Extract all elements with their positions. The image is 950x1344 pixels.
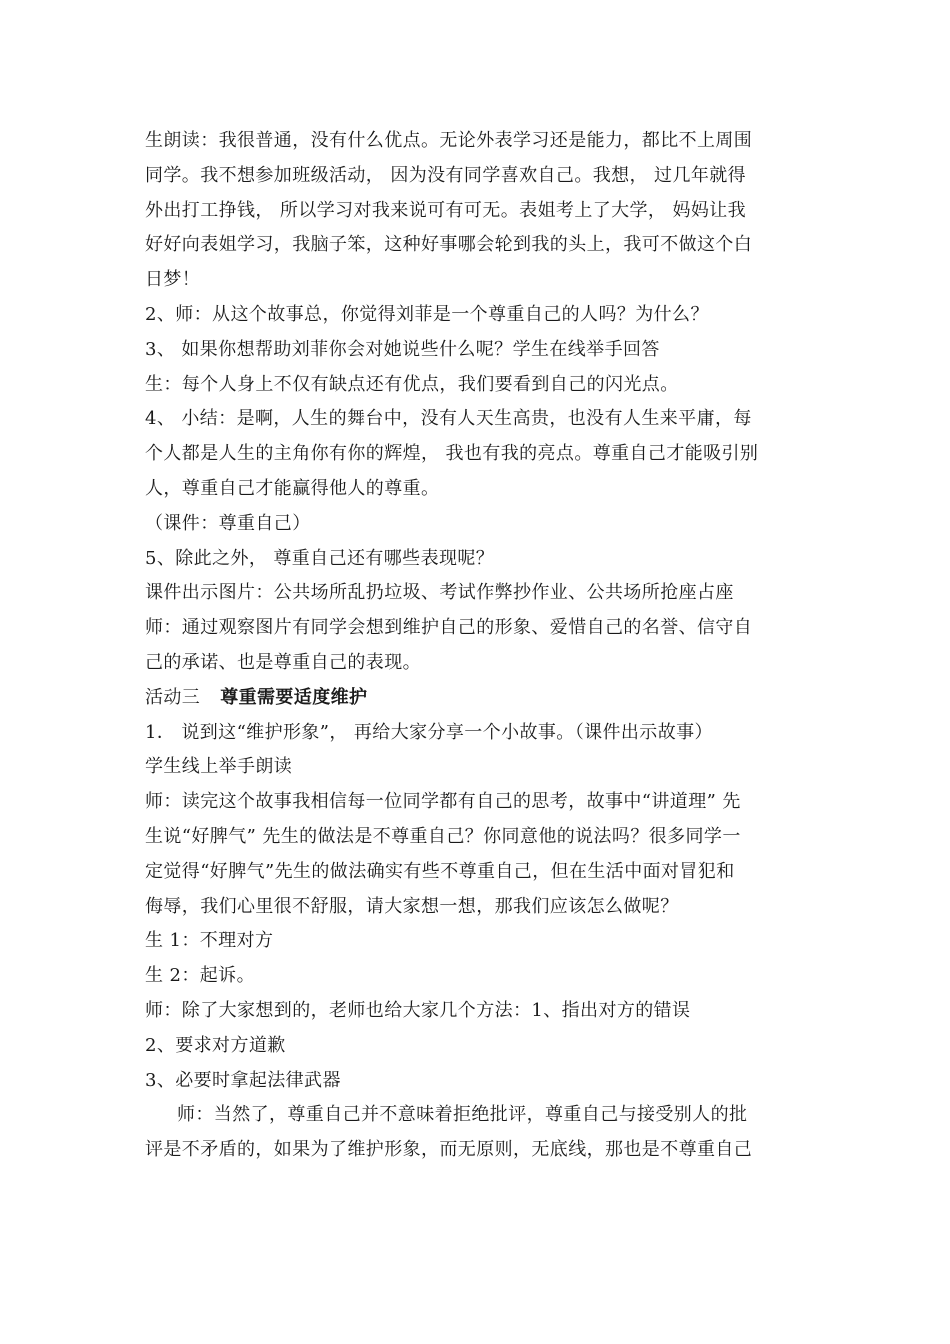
text-line: 定觉得“好脾气”先生的做法确实有些不尊重自己，但在生活中面对冒犯和 <box>145 860 735 882</box>
text-line: 外出打工挣钱， 所以学习对我来说可有可无。表姐考上了大学， 妈妈让我 <box>145 199 747 221</box>
text-line-indented: 师：当然了，尊重自己并不意味着拒绝批评，尊重自己与接受别人的批 <box>177 1104 748 1126</box>
text-line: 同学。我不想参加班级活动， 因为没有同学喜欢自己。我想， 过几年就得 <box>145 164 747 186</box>
text-line: 师：除了大家想到的，老师也给大家几个方法：1、指出对方的错误 <box>145 999 691 1021</box>
text-line: 5、除此之外， 尊重自己还有哪些表现呢？ <box>145 547 495 569</box>
text-line: 生 1：不理对方 <box>145 930 274 952</box>
text-line: 生朗读：我很普通，没有什么优点。无论外表学习还是能力，都比不上周围 <box>145 130 753 151</box>
text-line: 个人都是人生的主角你有你的辉煌， 我也有我的亮点。尊重自己才能吸引别 <box>145 443 759 465</box>
text-line: 己的承诺、也是尊重自己的表现。 <box>145 651 421 673</box>
text-line: 3、必要时拿起法律武器 <box>145 1069 341 1091</box>
text-line: 4、 小结：是啊，人生的舞台中，没有人天生高贵，也没有人生来平庸，每 <box>145 408 752 430</box>
text-line: 侮辱，我们心里很不舒服，请大家想一想，那我们应该怎么做呢？ <box>145 895 679 917</box>
text-line: 日梦！ <box>145 269 201 291</box>
text-line: 学生线上举手朗读 <box>145 756 293 778</box>
text-line: 3、 如果你想帮助刘菲你会对她说些什么呢？学生在线举手回答 <box>145 338 660 360</box>
text-line: 课件出示图片：公共场所乱扔垃圾、考试作弊抄作业、公共场所抢座占座 <box>145 582 734 604</box>
text-line: 生 2：起诉。 <box>145 965 255 987</box>
text-line: 好好向表姐学习，我脑子笨，这种好事哪会轮到我的头上，我可不做这个白 <box>145 234 753 256</box>
text-line: 师：通过观察图片有同学会想到维护自己的形象、爱惜自己的名誉、信守自 <box>145 617 753 639</box>
text-line: 评是不矛盾的，如果为了维护形象，而无原则，无底线，那也是不尊重自己 <box>145 1139 753 1161</box>
document-page <box>145 124 810 1168</box>
text-line: 2、要求对方道歉 <box>145 1034 286 1056</box>
text-line: 人，尊重自己才能赢得他人的尊重。 <box>145 477 440 499</box>
text-line: 师：读完这个故事我相信每一位同学都有自己的思考，故事中“讲道理” 先 <box>145 791 741 813</box>
activity-label: 活动三 <box>145 686 201 708</box>
text-line: 生说“好脾气” 先生的做法是不尊重自己？你同意他的说法吗？很多同学一 <box>145 825 741 847</box>
text-line: 2、师：从这个故事总，你觉得刘菲是一个尊重自己的人吗？为什么？ <box>145 303 709 325</box>
text-line: （课件：尊重自己） <box>145 512 311 534</box>
text-line: 1． 说到这“维护形象”， 再给大家分享一个小故事。（课件出示故事） <box>145 721 713 743</box>
text-line: 生：每个人身上不仅有缺点还有优点，我们要看到自己的闪光点。 <box>145 373 679 395</box>
activity-title: 尊重需要适度维护 <box>220 686 368 708</box>
activity-heading <box>145 681 810 716</box>
